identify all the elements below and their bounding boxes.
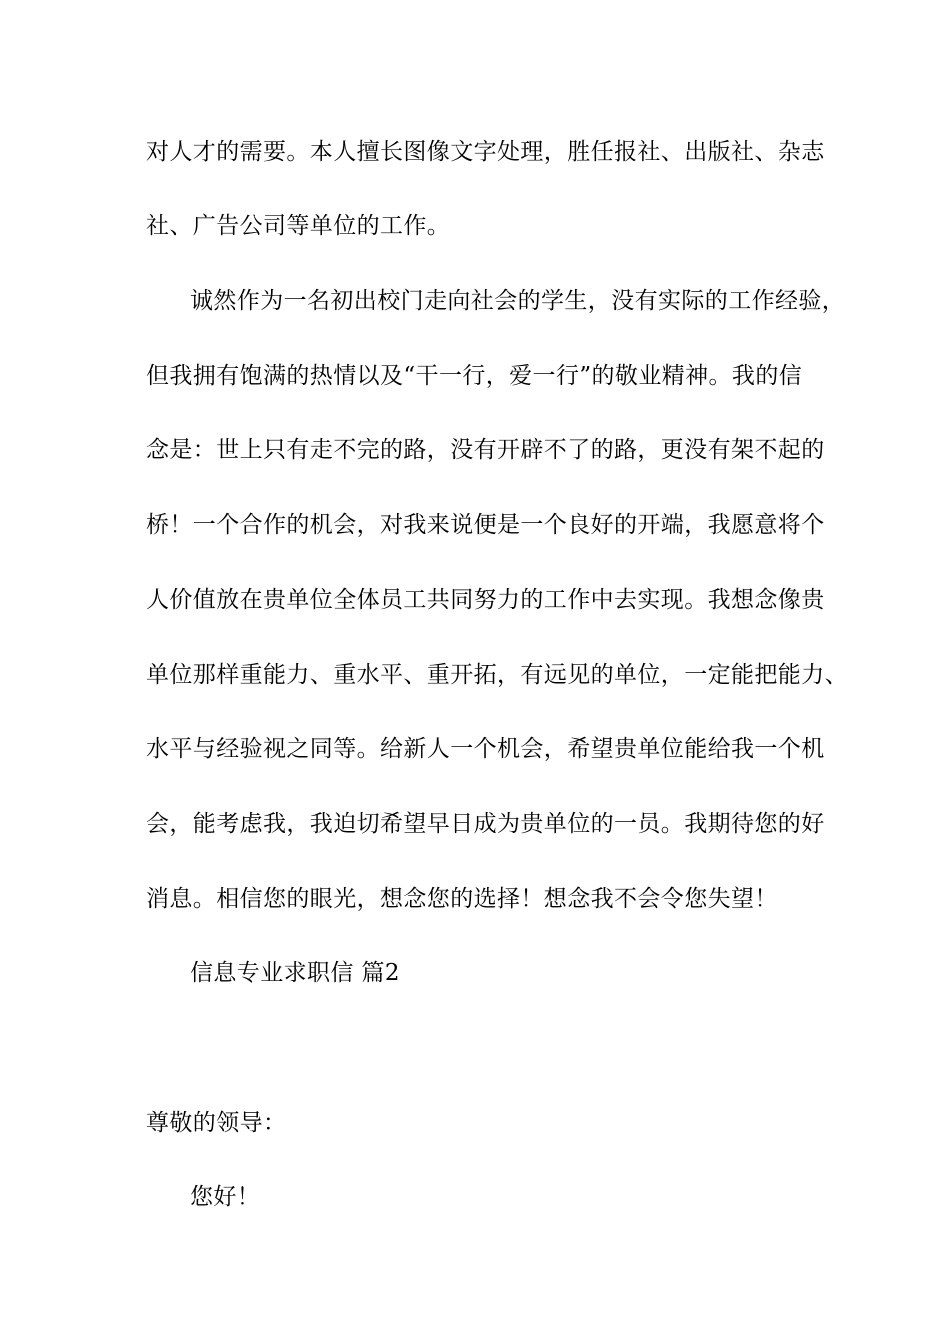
- body-text-line: 水平与经验视之同等。给新人一个机会，希望贵单位能给我一个机: [146, 736, 825, 762]
- body-text-line: 单位那样重能力、重水平、重开拓，有远见的单位，一定能把能力、: [146, 662, 848, 688]
- body-text-line: 会，能考虑我，我迫切希望早日成为贵单位的一员。我期待您的好: [146, 811, 825, 837]
- salutation: 尊敬的领导：: [146, 1110, 287, 1136]
- body-text-line: 但我拥有饱满的热情以及“干一行，爱一行”的敬业精神。我的信: [146, 363, 803, 389]
- section-heading: 信息专业求职信 篇2: [190, 960, 400, 986]
- body-text-line: 社、广告公司等单位的工作。: [146, 213, 451, 239]
- body-text-line: 念是：世上只有走不完的路，没有开辟不了的路，更没有架不起的: [146, 437, 825, 463]
- body-text-line: 对人才的需要。本人擅长图像文字处理，胜任报社、出版社、杂志: [146, 139, 825, 165]
- paragraph-start-line: 诚然作为一名初出校门走向社会的学生，没有实际的工作经验，: [190, 288, 846, 314]
- body-text-line: 消息。相信您的眼光，想念您的选择！想念我不会令您失望！: [146, 886, 778, 912]
- greeting: 您好！: [190, 1184, 261, 1210]
- body-text-line: 人价值放在贵单位全体员工共同努力的工作中去实现。我想念像贵: [146, 587, 825, 613]
- body-text-line: 桥！一个合作的机会，对我来说便是一个良好的开端，我愿意将个: [146, 512, 825, 538]
